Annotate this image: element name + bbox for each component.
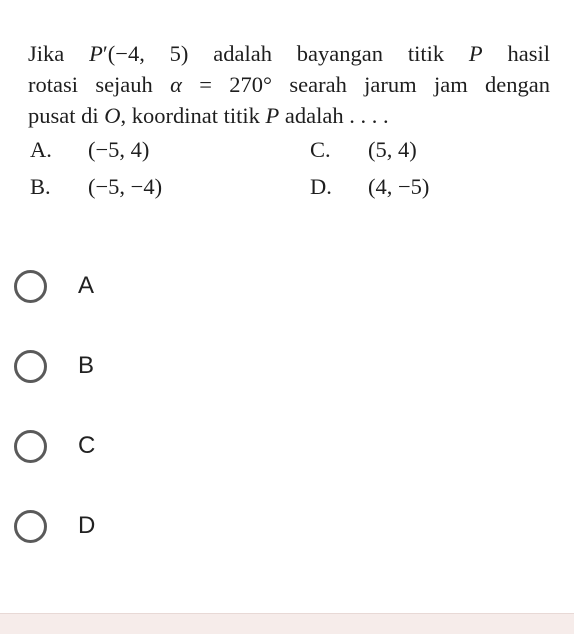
choice-row-2 <box>28 168 550 205</box>
question-text-segment: hasil <box>482 41 551 66</box>
choice-letter-c: C. <box>310 137 331 162</box>
angle-value: = 270° <box>181 72 290 97</box>
choice-letter-b: B. <box>30 174 51 199</box>
choice-value-a: (−5, 4) <box>88 137 150 162</box>
question-line-3 <box>28 100 550 131</box>
option-c[interactable] <box>14 426 554 466</box>
question-image <box>28 38 550 205</box>
option-a[interactable] <box>14 266 554 306</box>
point-label: P <box>265 103 280 128</box>
option-label-a: A <box>78 272 95 299</box>
option-d[interactable] <box>14 506 554 546</box>
question-text-segment: ′(−4, 5) adalah bayangan titik <box>102 41 469 66</box>
option-label-b: B <box>78 352 95 379</box>
radio-button-c[interactable] <box>14 430 47 463</box>
radio-button-a[interactable] <box>14 270 47 303</box>
choice-letter-a: A. <box>30 137 52 162</box>
question-text-segment: searah jarum jam dengan <box>289 72 550 97</box>
question-line-1 <box>28 38 550 69</box>
question-text-segment: , koordinat titik <box>120 103 266 128</box>
choice-row-1 <box>28 131 550 168</box>
question-text-segment: Jika <box>28 41 90 66</box>
point-label: P <box>468 41 483 66</box>
radio-button-d[interactable] <box>14 510 47 543</box>
answer-options <box>14 266 554 586</box>
question-text-segment: rotasi sejauh <box>28 72 171 97</box>
question-text-segment: pusat di <box>28 103 105 128</box>
option-label-c: C <box>78 432 96 459</box>
footer-band <box>0 613 574 634</box>
choice-letter-d: D. <box>310 174 332 199</box>
alpha-symbol: α <box>170 72 182 97</box>
point-label: P <box>89 41 103 66</box>
choice-value-b: (−5, −4) <box>88 174 163 199</box>
option-label-d: D <box>78 512 96 539</box>
choice-value-c: (5, 4) <box>368 137 417 162</box>
question-line-2 <box>28 69 550 100</box>
radio-button-b[interactable] <box>14 350 47 383</box>
origin-label: O <box>104 103 121 128</box>
choice-value-d: (4, −5) <box>368 174 430 199</box>
option-b[interactable] <box>14 346 554 386</box>
question-text-segment: adalah . . . . <box>279 103 389 128</box>
